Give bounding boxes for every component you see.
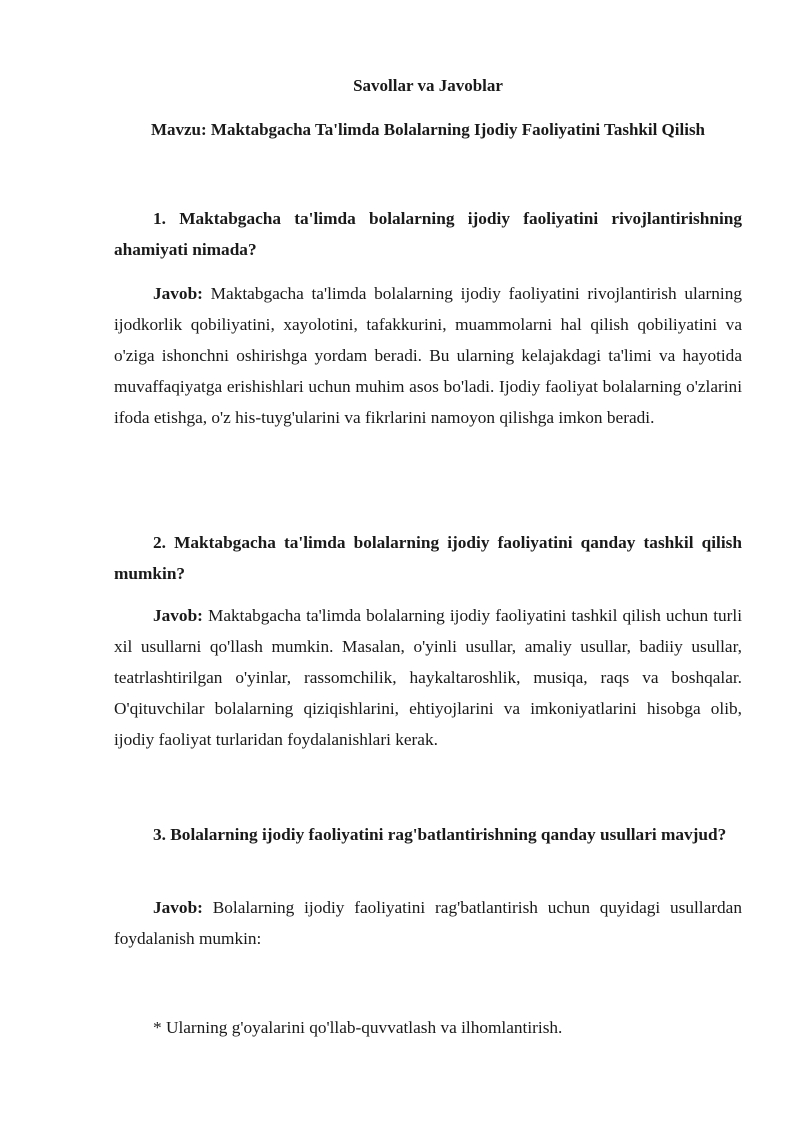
document-subtitle: Mavzu: Maktabgacha Ta'limda Bolalarning Ijodiy Faoliyatini Tashkil Qilish xyxy=(150,120,706,139)
question-3: 3. Bolalarning ijodiy faoliyatini rag'batlantirishning qanday usullari mavjud? xyxy=(153,825,727,844)
answer-label: Javob: xyxy=(153,898,203,917)
answer-text: Maktabgacha ta'limda bolalarning ijodiy faoliyatini tashkil qilish uchun turli xil usullarni qo'llash mumkin. Masalan, o'yinli usullar, amaliy usullar, badiiy usullar, teatrlashtirilgan o'yinlar, rassomchilik, haykaltaroshlik, musiqa, raqs va boshqalar. O'qituvchilar bolalarning qiziqishlarini, ehtiyojlarini va imkoniyatlarini hisobga olib, ijodiy faoliyat turlaridan foydalanishlari kerak. xyxy=(114,606,742,749)
answer-2 xyxy=(114,600,742,755)
answer-text: Bolalarning ijodiy faoliyatini rag'batlantirish uchun quyidagi usullardan foydalanish mumkin: xyxy=(114,898,742,948)
answer-1 xyxy=(114,278,742,433)
bullet-item: * Ularning g'oyalarini qo'llab-quvvatlash va ilhomlantirish. xyxy=(153,1018,563,1037)
question-1: 1. Maktabgacha ta'limda bolalarning ijodiy faoliyatini rivojlantirishning ahamiyati nimada? xyxy=(114,209,742,259)
answer-label: Javob: xyxy=(153,284,203,303)
question-2: 2. Maktabgacha ta'limda bolalarning ijodiy faoliyatini qanday tashkil qilish mumkin? xyxy=(114,533,742,583)
answer-text: Maktabgacha ta'limda bolalarning ijodiy faoliyatini rivojlantirish ularning ijodkorlik qobiliyatini, xayolotini, tafakkurini, muammolarni hal qilish qobiliyatini va o'ziga ishonchni oshirishga yordam beradi. Bu ularning kelajakdagi ta'limi va hayotida muvaffaqiyatga erishishlari uchun muhim asos bo'ladi. Ijodiy faoliyat bolalarning o'zlarini ifoda etishga, o'z his-tuyg'ularini va fikrlarini namoyon qilishga imkon beradi. xyxy=(114,284,742,427)
document-title: Savollar va Javoblar xyxy=(353,76,503,95)
answer-3 xyxy=(114,892,742,954)
answer-label: Javob: xyxy=(153,606,203,625)
